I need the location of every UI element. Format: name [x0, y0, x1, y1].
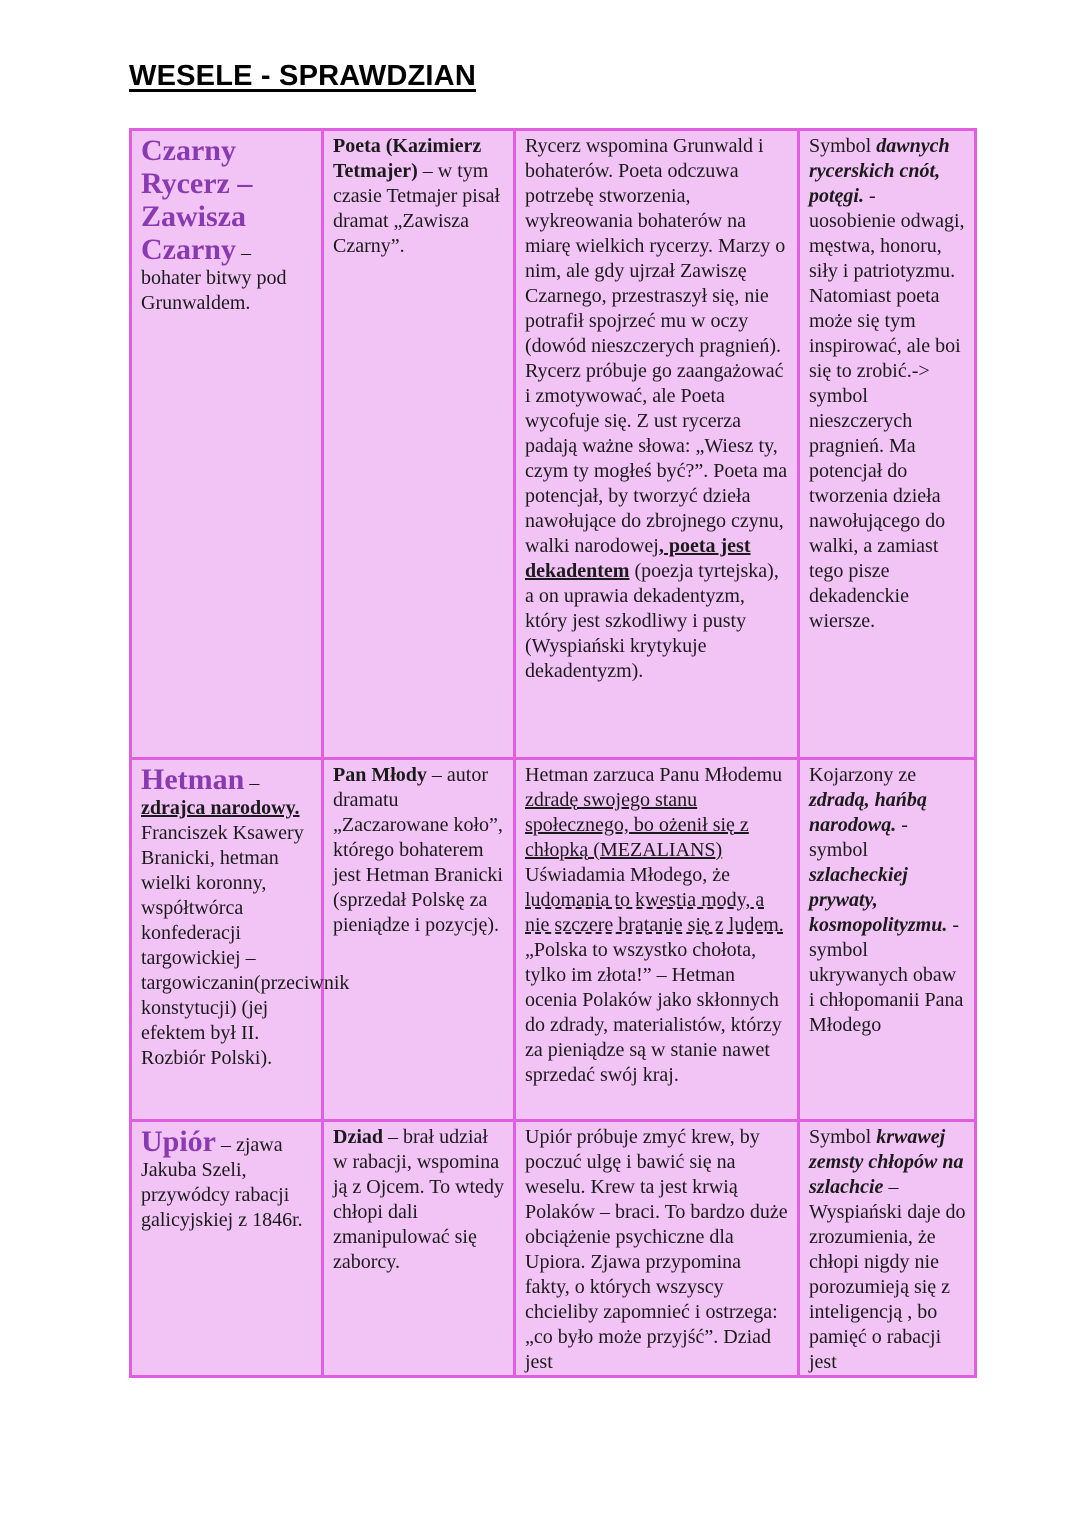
- dialogue-text: Rycerz wspomina Grunwald i bohaterów. Poeta odczuwa potrzebę stworzenia, wykreowania bohaterów na miarę wielkich rycerzy. Marzy o nim, ale gdy ujrzał Zawiszę Czarnego, przestraszył się, nie potrafił spojrzeć mu w oczy (dowód nieszczerych pragnień). Rycerz próbuje go zaangażować i zmotywować, ale Poeta wycofuje się. Z ust rycerza padają ważne słowa: „Wiesz ty, czym ty mogłeś być?”. Poeta ma potencjał, by tworzyć dzieła nawołujące do zbrojnego czynu, walki narodowej: [525, 135, 788, 557]
- counterpart-cell: [323, 130, 515, 759]
- key-phrase-2: ludomania to kwestia mody, a nie szczere bratanie się z ludem.: [525, 889, 784, 936]
- table-row: [131, 130, 976, 759]
- counterpart-desc: – w tym czasie Tetmajer pisał dramat „Zawisza Czarny”.: [333, 160, 501, 257]
- character-cell: Hetman – zdrajca narodowy. Franciszek Ksawery Branicki, hetman wielki koronny, współtwórca konfederacji targowickiej – targowiczanin(przeciwnik konstytucji) (jej efektem był II. Rozbiór Polski).: [131, 759, 323, 1121]
- symbol-key-2: szlacheckiej prywaty, kosmopolityzmu.: [809, 864, 948, 936]
- symbol-text-cont: - symbol: [809, 814, 908, 861]
- table-row: [131, 759, 976, 1121]
- counterpart-cell: [323, 1121, 515, 1377]
- character-name-2: Zawisza Czarny: [141, 200, 246, 266]
- symbol-text-cont: - uosobienie odwagi, męstwa, honoru, siły i patriotyzmu. Natomiast poeta może się tym inspirować, ale boi się to zrobić.-> symbol nieszczerych pragnień. Ma potencjał do tworzenia dzieła nawołującego do walki, a zamiast tego pisze dekadenckie wiersze.: [809, 185, 965, 632]
- dialogue-cell: [515, 1121, 799, 1377]
- symbol-text: Symbol: [809, 1126, 877, 1148]
- counterpart-name: Dziad: [333, 1126, 383, 1148]
- dialogue-quote: „Polska to wszystko chołota, tylko im złota!” – Hetman ocenia Polaków jako skłonnych do zdrady, materialistów, którzy za pieniądze są w stanie nawet sprzedać swój kraj.: [525, 939, 782, 1086]
- counterpart-desc: – brał udział w rabacji, wspomina ją z Ojcem. To wtedy chłopi dali zmanipulować się zaborcy.: [333, 1126, 504, 1273]
- character-desc: – zjawa Jakuba Szeli, przywódcy rabacji galicyjskiej z 1846r.: [141, 1134, 303, 1231]
- counterpart-name: Poeta (Kazimierz Tetmajer): [333, 135, 482, 182]
- character-name: Czarny Rycerz: [141, 134, 236, 200]
- character-desc: – bohater bitwy pod Grunwaldem.: [141, 242, 287, 314]
- symbol-text: Kojarzony ze: [809, 764, 917, 786]
- symbol-text: Symbol: [809, 135, 877, 157]
- character-cell: Czarny Rycerz – Zawisza Czarny – bohater bitwy pod Grunwaldem.: [131, 130, 323, 759]
- character-name: Upiór: [141, 1125, 216, 1158]
- character-table: [129, 128, 977, 1378]
- counterpart-desc: – autor dramatu „Zaczarowane koło”, którego bohaterem jest Hetman Branicki (sprzedał Polskę za pieniądze i pozycję).: [333, 764, 503, 936]
- symbol-cell: [799, 130, 976, 759]
- key-phrase: zdradę swojego stanu społecznego, bo ożenił się z chłopką (MEZALIANS): [525, 789, 749, 861]
- dialogue-text: Upiór próbuje zmyć krew, by poczuć ulgę i bawić się na weselu. Krew ta jest krwią Polaków – braci. To bardzo duże obciążenie psychiczne dla Upiora. Zjawa przypomina fakty, o których wszyscy chcieliby zapomnieć i ostrzega: „co było może przyjść”. Dziad jest: [525, 1126, 788, 1373]
- symbol-key: dawnych rycerskich cnót, potęgi.: [809, 135, 950, 207]
- character-name: Hetman: [141, 763, 245, 796]
- counterpart-name: Pan Młody: [333, 764, 427, 786]
- counterpart-cell: [323, 759, 515, 1121]
- page-title: WESELE - SPRAWDZIAN: [129, 60, 476, 92]
- dialogue-text-cont: Uświadamia Młodego, że: [525, 864, 730, 886]
- dialogue-cell: [515, 130, 799, 759]
- symbol-cell: [799, 759, 976, 1121]
- dialogue-cell: [515, 759, 799, 1121]
- character-cell: [131, 1121, 323, 1377]
- dialogue-text: Hetman zarzuca Panu Młodemu: [525, 764, 783, 786]
- symbol-text-cont: – Wyspiański daje do zrozumienia, że chłopi nigdy nie porozumieją się z inteligencją , bo pamięć o rabacji jest: [809, 1176, 966, 1373]
- character-label: zdrajca narodowy.: [141, 797, 300, 819]
- key-phrase: , poeta jest dekadentem: [525, 535, 751, 582]
- symbol-key: zdradą, hańbą narodową.: [809, 789, 927, 836]
- table-row: [131, 1121, 976, 1377]
- character-desc: Franciszek Ksawery Branicki, hetman wielki koronny, współtwórca konfederacji targowickiej – targowiczanin(przeciwnik konstytucji) (jej efektem był II. Rozbiór Polski).: [141, 822, 350, 1069]
- dialogue-text-cont: (poezja tyrtejska), a on uprawia dekadentyzm, który jest szkodliwy i pusty (Wyspiański krytykuje dekadentyzm).: [525, 560, 779, 682]
- symbol-cell: [799, 1121, 976, 1377]
- symbol-key: krwawej zemsty chłopów na szlachcie: [809, 1126, 964, 1198]
- symbol-text-end: - symbol ukrywanych obaw i chłopomanii Pana Młodego: [809, 914, 964, 1036]
